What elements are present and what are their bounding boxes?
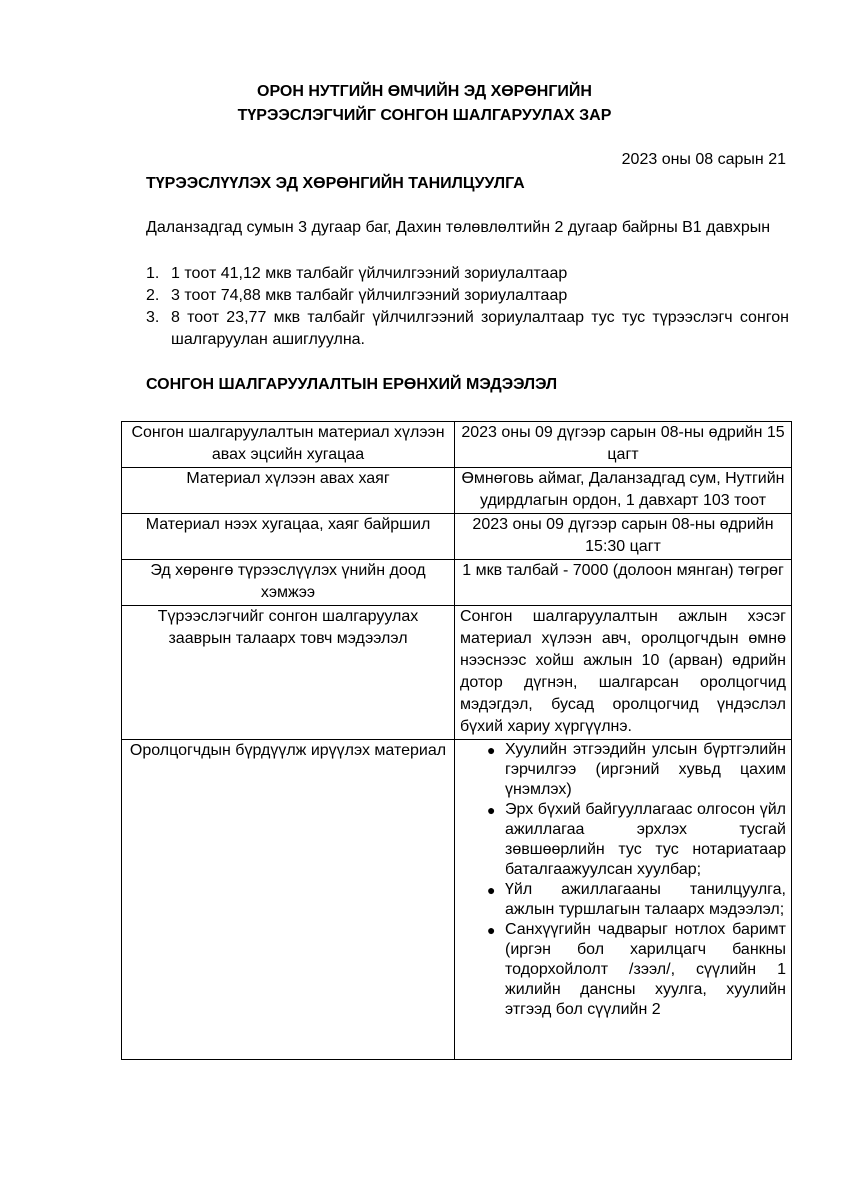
- table-label-cell: Материал хүлээн авах хаяг: [122, 468, 455, 514]
- list-number: 3.: [146, 309, 160, 326]
- required-documents: [460, 740, 786, 1055]
- bullet-text: Эрх бүхий байгууллагаас олгосон үйл ажиллагаа эрхлэх тусгай зөвшөөрлийн тус тус нотариатаар баталгаажуулсан хуулбар;: [505, 801, 786, 878]
- table-row: [122, 740, 792, 1060]
- table-label-cell: Түрээслэгчийг сонгон шалгаруулах зааврын талаарх товч мэдээлэл: [122, 606, 455, 740]
- table-label-cell: Материал нээх хугацаа, хаяг байршил: [122, 514, 455, 560]
- table-row: [122, 422, 792, 468]
- info-table: [121, 421, 792, 1060]
- list-item-text: 1 тоот 41,12 мкв талбайг үйлчилгээний зориулалтаар: [171, 265, 568, 282]
- bullet-list: [460, 740, 786, 1020]
- list-item-text: 8 тоот 23,77 мкв талбайг үйлчилгээний зориулалтаар тус тус түрээслэгч сонгон шалгаруулан ашиглуулна.: [171, 309, 789, 348]
- section-heading-property-intro: ТҮРЭЭСЛҮҮЛЭХ ЭД ХӨРӨНГИЙН ТАНИЛЦУУЛГА: [146, 175, 525, 192]
- bullet-item: [460, 920, 786, 1020]
- table-label-cell: Эд хөрөнгө түрээслүүлэх үнийн доод хэмжээ: [122, 560, 455, 606]
- table-row: [122, 560, 792, 606]
- table-value-cell: 2023 оны 09 дүгээр сарын 08-ны өдрийн 15:30 цагт: [455, 514, 792, 560]
- bullet-item: [460, 880, 786, 920]
- table-value-cell: Сонгон шалгаруулалтын ажлын хэсэг материал хүлээн авч, оролцогчдын өмнө нээснээс хойш ажлын 10 (арван) өдрийн дотор дүгнэн, шалгарсан оролцогчид мэдэгдэл, бусад оролцогчид үндэслэл бүхий хариу хүргүүлнэ.: [455, 606, 792, 740]
- bullet-text: Санхүүгийн чадварыг нотлох баримт (иргэн бол харилцагч банкны тодорхойлолт /зээл/, сүүлийн 1 жилийн дансны хуулга, хуулийн этгээд бол сүүлийн 2: [505, 921, 786, 1018]
- list-item-text: 3 тоот 74,88 мкв талбайг үйлчилгээний зориулалтаар: [171, 287, 568, 304]
- document-title: [0, 80, 849, 128]
- table-label-cell: Оролцогчдын бүрдүүлж ирүүлэх материал: [122, 740, 455, 1060]
- bullet-icon: ●: [487, 882, 496, 898]
- bullet-item: [460, 740, 786, 800]
- list-number: 1.: [146, 265, 160, 282]
- bullet-item: [460, 800, 786, 880]
- title-line-1: ОРОН НУТГИЙН ӨМЧИЙН ЭД ХӨРӨНГИЙН: [257, 83, 592, 100]
- table-row: [122, 514, 792, 560]
- list-item: [121, 285, 789, 307]
- property-list: [121, 263, 789, 351]
- bullet-text: Хуулийн этгээдийн улсын бүртгэлийн гэрчилгээ (иргэний хувьд цахим үнэмлэх): [505, 741, 786, 798]
- table-value-cell: Өмнөговь аймаг, Даланзадгад сум, Нутгийн удирдлагын ордон, 1 давхарт 103 тоот: [455, 468, 792, 514]
- section-heading-general-info: СОНГОН ШАЛГАРУУЛАЛТЫН ЕРӨНХИЙ МЭДЭЭЛЭЛ: [146, 376, 558, 393]
- bullet-icon: ●: [487, 742, 496, 758]
- bullet-icon: ●: [487, 802, 496, 818]
- table-value-cell: 2023 оны 09 дүгээр сарын 08-ны өдрийн 15 цагт: [455, 422, 792, 468]
- bullet-icon: ●: [487, 922, 496, 938]
- table-value-cell: [455, 740, 792, 1060]
- list-number: 2.: [146, 287, 160, 304]
- list-item: [121, 263, 789, 285]
- bullet-text: Үйл ажиллагааны танилцуулга, ажлын туршлагын талаарх мэдээлэл;: [505, 881, 786, 918]
- table-label-cell: Сонгон шалгаруулалтын материал хүлээн авах эцсийн хугацаа: [122, 422, 455, 468]
- document-date: 2023 оны 08 сарын 21: [621, 151, 786, 168]
- table-row: [122, 606, 792, 740]
- title-line-2: ТҮРЭЭСЛЭГЧИЙГ СОНГОН ШАЛГАРУУЛАХ ЗАР: [237, 107, 612, 124]
- list-item: [121, 307, 789, 351]
- intro-paragraph: Даланзадгад сумын 3 дугаар баг, Дахин төлөвлөлтийн 2 дугаар байрны В1 давхрын: [146, 219, 771, 236]
- table-row: [122, 468, 792, 514]
- table-value-cell: 1 мкв талбай - 7000 (долоон мянган) төгрөг: [455, 560, 792, 606]
